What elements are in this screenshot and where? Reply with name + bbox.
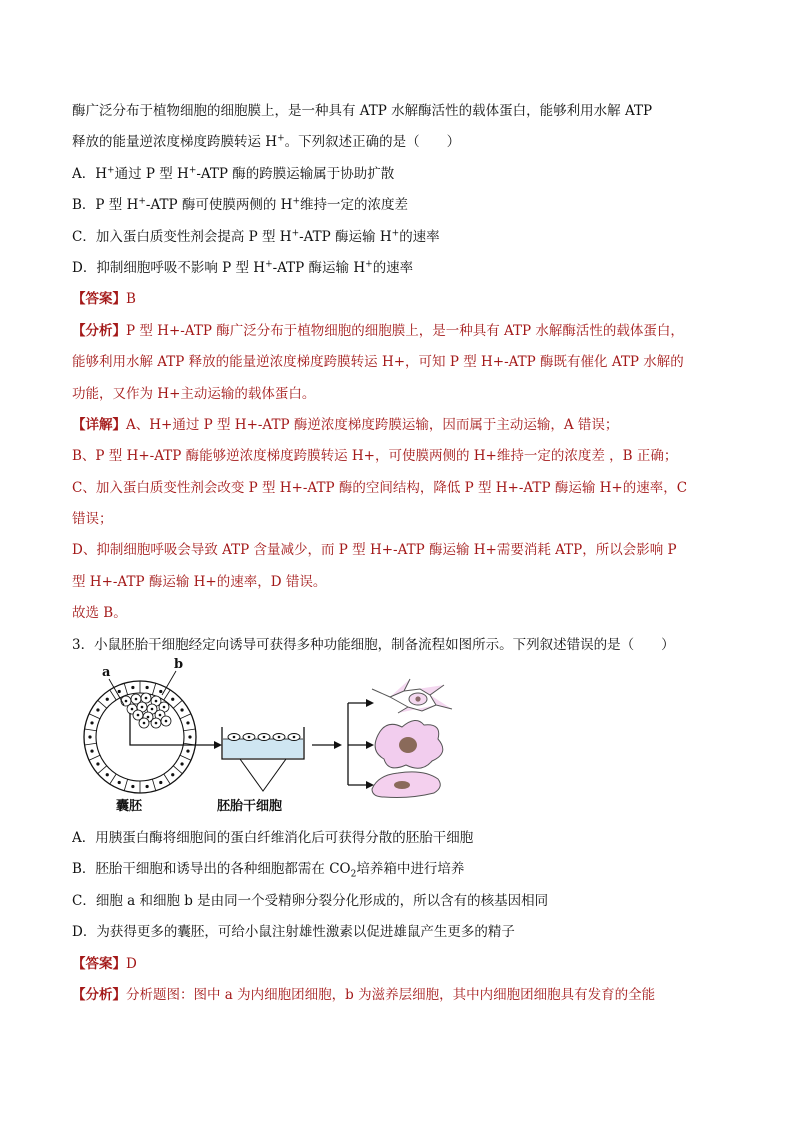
trophoblast-cell-wall (98, 700, 107, 708)
text: -ATP 酶的跨膜运输属于协助扩散 (196, 165, 395, 182)
trophoblast-nucleus (186, 721, 189, 724)
text: D．抑制细胞呼吸不影响 P 型 H (72, 259, 266, 276)
q2-option-a (72, 159, 694, 190)
icm-nucleus (135, 698, 138, 701)
trophoblast-nucleus (159, 781, 162, 784)
trophoblast-cell-wall (89, 714, 100, 719)
text: 3．小鼠胚胎干细胞经定向诱导可获得多种功能细胞，制备流程如图所示。下列叙述错误的是（ ） (72, 636, 675, 653)
text: B．P 型 H (72, 197, 139, 214)
trophoblast-nucleus (146, 686, 149, 689)
icm-nucleus (137, 714, 140, 717)
dish-cells (228, 734, 300, 741)
icm-nucleus (147, 716, 150, 719)
trophoblast-cell-wall (164, 690, 170, 700)
q3-option-b (72, 854, 694, 885)
text: B．胚胎干细胞和诱导出的各种细胞都需在 CO (72, 861, 351, 878)
trophoblast-nucleus (106, 698, 109, 701)
trophoblast-nucleus (106, 773, 109, 776)
trophoblast-cell-wall (98, 766, 107, 774)
blastocyst (84, 671, 196, 793)
trophoblast-cell-wall (85, 743, 97, 745)
q3-option-d (72, 917, 694, 948)
trophoblast-cell-wall (164, 774, 170, 784)
trophoblast-nucleus (171, 698, 174, 701)
dish-cell-nucleus (293, 736, 296, 739)
answer-value: D (126, 955, 137, 972)
q2-stem-line1 (72, 96, 694, 127)
trophoblast-nucleus (96, 708, 99, 711)
text: 培养箱中进行培养 (356, 861, 465, 878)
superscript: + (277, 133, 285, 144)
label-b: b (174, 657, 184, 673)
trophoblast-cell-wall (152, 779, 155, 791)
trophoblast-cell-wall (85, 729, 97, 731)
text: C、加入蛋白质变性剂会改变 P 型 H+-ATP 酶的空间结构，降低 P 型 H+-ATP 酶运输 H+的速率，C (72, 479, 688, 496)
icm-nucleus (155, 700, 158, 703)
superscript: + (188, 165, 197, 176)
label-pointer-v (240, 759, 286, 791)
trophoblast-nucleus (88, 735, 91, 738)
analysis-tag: 【分析】 (72, 986, 126, 1003)
es-cell-diagram (72, 667, 672, 819)
text: 维持一定的浓度差 (300, 197, 408, 214)
text: A．用胰蛋白酶将细胞间的蛋白纤维消化后可获得分散的胚胎干细胞 (72, 830, 474, 847)
icm-nucleus (141, 706, 144, 709)
detail-tag: 【详解】 (72, 416, 126, 433)
trophoblast-cell-wall (173, 766, 182, 774)
icm-nucleus (145, 697, 148, 700)
text: 能够利用水解 ATP 释放的能量逆浓度梯度跨膜转运 H+，可知 P 型 H+-ATP 酶既有催化 ATP 水解的 (72, 354, 684, 371)
superscript: + (107, 165, 115, 176)
trophoblast-cell-wall (180, 714, 191, 719)
text: 通过 P 型 H (114, 165, 189, 182)
q2-conclusion (72, 598, 694, 629)
trophoblast-nucleus (159, 690, 162, 693)
icm-nucleus (159, 714, 162, 717)
trophoblast-nucleus (96, 762, 99, 765)
trophoblast-cell-wall (184, 729, 196, 731)
q2-detail-line2 (72, 441, 694, 472)
trophoblast-cell-wall (180, 755, 191, 760)
text: 故选 B。 (72, 605, 127, 622)
analysis-tag: 【分析】 (72, 322, 126, 339)
text: 型 H+-ATP 酶运输 H+的速率，D 错误。 (72, 573, 327, 590)
trophoblast-cell-wall (124, 683, 127, 695)
icm-nucleus (165, 720, 168, 723)
inner-cell-mass (121, 693, 171, 728)
trophoblast-nucleus (186, 750, 189, 753)
trophoblast-cell-wall (110, 690, 116, 700)
text: D．为获得更多的囊胚，可给小鼠注射雄性激素以促进雄鼠产生更多的精子 (72, 924, 515, 941)
trophoblast-cell-wall (110, 774, 116, 784)
elongated-cell (372, 772, 440, 798)
q2-analysis-line2 (72, 347, 694, 378)
q3-stem (72, 630, 694, 661)
icm-nucleus (151, 708, 154, 711)
trophoblast-nucleus (180, 708, 183, 711)
text: 释放的能量逆浓度梯度跨膜转运 H (72, 134, 278, 151)
q2-option-b (72, 190, 694, 221)
q2-detail-line4 (72, 504, 694, 535)
trophoblast-nucleus (188, 735, 191, 738)
text: 酶广泛分布于植物细胞的细胞膜上，是一种具有 ATP 水解酶活性的载体蛋白，能够利用水解 ATP (72, 103, 653, 119)
text: P 型 H+-ATP 酶广泛分布于植物细胞的细胞膜上，是一种具有 ATP 水解酶活性的载体蛋白， (126, 322, 684, 339)
superscript: + (138, 196, 146, 207)
q3-analysis-line1 (72, 980, 694, 1011)
dish-cell-nucleus (263, 736, 266, 739)
text: B、P 型 H+-ATP 酶能够逆浓度梯度跨膜转运 H+，可使膜两侧的 H+维持一定的浓度差 ，B 正确； (72, 448, 678, 465)
icm-nucleus (143, 722, 146, 725)
trophoblast-nucleus (180, 762, 183, 765)
q2-analysis-line3 (72, 379, 694, 410)
q2-analysis-line1 (72, 316, 694, 347)
text: D、抑制细胞呼吸会导致 ATP 含量减少，而 P 型 H+-ATP 酶运输 H+需要消耗 ATP，所以会影响 P (72, 542, 677, 559)
dish-cell-nucleus (278, 736, 281, 739)
q2-detail-line5 (72, 535, 694, 566)
trophoblast-cell-wall (173, 700, 182, 708)
q2-option-d (72, 253, 694, 284)
induction-arrowhead (334, 741, 342, 749)
trophoblast-nucleus (90, 750, 93, 753)
q2-option-c (72, 222, 694, 253)
trophoblast-nucleus (90, 721, 93, 724)
q2-answer (72, 284, 694, 315)
text: C．加入蛋白质变性剂会提高 P 型 H (72, 228, 292, 245)
icm-nucleus (125, 700, 128, 703)
text: 的速率 (372, 259, 414, 276)
irregular-cell-nucleus (399, 737, 417, 753)
answer-tag: 【答案】 (72, 291, 126, 308)
trophoblast-nucleus (131, 785, 134, 788)
text: 。下列叙述正确的是（ ） (284, 134, 461, 151)
answer-value: B (126, 291, 136, 308)
text: -ATP 酶运输 H (272, 259, 366, 276)
superscript: + (292, 196, 300, 207)
branch-top-arrowhead (366, 699, 374, 707)
exam-page (72, 96, 694, 1011)
trophoblast-cell-wall (124, 779, 127, 791)
trophoblast-nucleus (118, 781, 121, 784)
text: 错误； (72, 511, 113, 528)
icm-nucleus (163, 706, 166, 709)
culture-dish (222, 727, 304, 791)
branch-middle-arrowhead (366, 741, 374, 749)
subscript: 2 (350, 870, 357, 881)
elongated-cell-nucleus (394, 781, 410, 789)
dish-medium (223, 739, 303, 758)
dish-cell-nucleus (233, 736, 236, 739)
answer-tag: 【答案】 (72, 955, 126, 972)
q3-option-a (72, 823, 694, 854)
trophoblast-nucleus (118, 690, 121, 693)
trophoblast-nucleus (146, 785, 149, 788)
q2-detail-line6 (72, 567, 694, 598)
extraction-arrowhead (214, 741, 222, 749)
text: A．H (72, 165, 108, 182)
superscript: + (291, 228, 300, 239)
label-a: a (102, 665, 111, 681)
trophoblast-nucleus (171, 773, 174, 776)
q2-detail-line1 (72, 410, 694, 441)
q2-stem-line2 (72, 127, 694, 158)
icm-nucleus (131, 708, 134, 711)
neuron-nucleus (415, 696, 420, 701)
text: -ATP 酶可使膜两侧的 H (145, 197, 293, 214)
irregular-cell (375, 720, 443, 768)
trophoblast-cell-wall (152, 683, 155, 695)
text: 功能，又作为 H+主动运输的载体蛋白。 (72, 385, 316, 402)
dish-cell-nucleus (248, 736, 251, 739)
neuron-cell (372, 679, 452, 713)
q3-option-c (72, 886, 694, 917)
trophoblast-cell-wall (89, 755, 100, 760)
superscript: + (391, 228, 400, 239)
q2-detail-line3 (72, 473, 694, 504)
text: A、H+通过 P 型 H+-ATP 酶逆浓度梯度跨膜运输，因而属于主动运输，A 错误； (126, 416, 619, 433)
q3-figure (72, 657, 694, 819)
text: 的速率 (399, 228, 440, 245)
label-blastocyst: 囊胚 (116, 799, 143, 815)
superscript: + (265, 259, 273, 270)
text: -ATP 酶运输 H (299, 228, 392, 245)
q3-answer (72, 949, 694, 980)
text: C．细胞 a 和细胞 b 是由同一个受精卵分裂分化形成的，所以含有的核基因相同 (72, 892, 549, 909)
text: 分析题图：图中 a 为内细胞团细胞，b 为滋养层细胞，其中内细胞团细胞具有发育的全能 (126, 986, 656, 1003)
icm-nucleus (155, 722, 158, 725)
label-es-cells: 胚胎干细胞 (217, 799, 283, 815)
superscript: + (365, 259, 373, 270)
trophoblast-nucleus (131, 686, 134, 689)
